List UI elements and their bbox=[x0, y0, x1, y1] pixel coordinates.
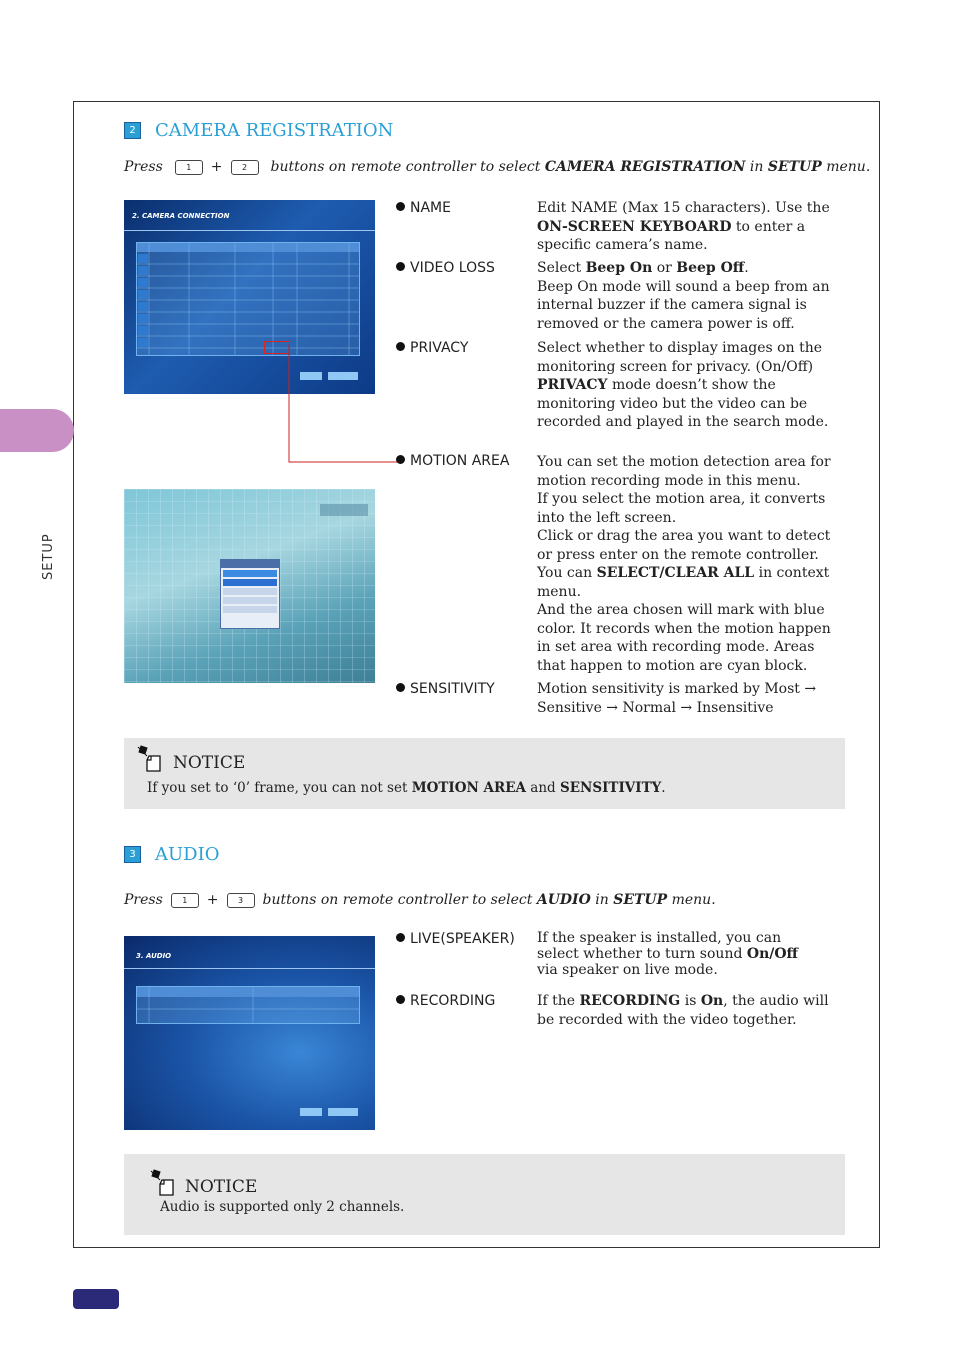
term-label: MOTION AREA bbox=[410, 453, 510, 469]
notice-text: Audio is supported only 2 channels. bbox=[160, 1199, 405, 1215]
desc-bold: Beep Off bbox=[676, 260, 745, 276]
side-label: SETUP bbox=[41, 533, 56, 580]
desc-text: And the area chosen will mark with blue color. It records when the motion happen in set area with recording mode. Areas that happen to motion are cyan block. bbox=[537, 602, 831, 674]
notice-text-part: . bbox=[661, 780, 666, 796]
audio-section-header bbox=[124, 844, 219, 865]
motion-area-screenshot bbox=[124, 489, 375, 683]
key-1: 1 bbox=[171, 893, 199, 908]
notice-bold: MOTION AREA bbox=[411, 780, 527, 796]
desc-text: Select whether to display images on the monitoring screen for privacy. (On/Off) bbox=[537, 340, 822, 375]
desc-text: You can set the motion detection area for motion recording mode in this menu. bbox=[537, 454, 831, 489]
camera-section-header bbox=[124, 120, 393, 141]
bullet-icon bbox=[396, 995, 405, 1004]
section-number-badge: 2 bbox=[124, 122, 141, 139]
screen-title: 3. AUDIO bbox=[136, 952, 172, 960]
nav-button bbox=[300, 1108, 322, 1116]
audio-table-grid bbox=[137, 987, 359, 1023]
pushpin-note-icon bbox=[148, 1168, 178, 1198]
desc-bold: RECORDING bbox=[579, 993, 681, 1009]
menu-name: SETUP bbox=[767, 159, 822, 175]
notice-bold: SENSITIVITY bbox=[559, 780, 662, 796]
desc-text: If the bbox=[537, 993, 580, 1009]
desc-text: in context menu. bbox=[537, 565, 830, 600]
desc-text: Beep On mode will sound a beep from an internal buzzer if the camera signal is removed or the camera power is off. bbox=[537, 278, 830, 332]
notice-title: NOTICE bbox=[173, 753, 246, 773]
desc-text: mode doesn’t show the monitoring video but the video can be recorded and played in the search mode. bbox=[537, 377, 829, 430]
section-title: CAMERA REGISTRATION bbox=[155, 120, 394, 141]
bullet-icon bbox=[396, 342, 405, 351]
desc-text: Select bbox=[537, 260, 586, 276]
menu-text: menu. bbox=[826, 159, 871, 175]
term-motion-area bbox=[396, 453, 509, 469]
desc-text: Motion sensitivity is marked by Most → Sensitive → Normal → Insensitive bbox=[537, 681, 817, 716]
screen-title: 2. CAMERA CONNECTION bbox=[132, 212, 230, 220]
instruction-text: buttons on remote controller to select bbox=[262, 892, 533, 908]
screen-divider bbox=[124, 230, 375, 231]
instruction-text: buttons on remote controller to select bbox=[270, 159, 541, 175]
plus-text: + bbox=[206, 892, 219, 908]
in-text: in bbox=[595, 892, 609, 908]
menu-name: SETUP bbox=[613, 892, 668, 908]
term-recording bbox=[396, 993, 495, 1009]
notice-text-part: If you set to ‘0’ frame, you can not set bbox=[147, 780, 412, 796]
term-label: SENSITIVITY bbox=[410, 681, 495, 697]
page-number-badge bbox=[73, 1289, 119, 1309]
term-label: RECORDING bbox=[410, 993, 496, 1009]
camera-table bbox=[136, 242, 360, 356]
term-name bbox=[396, 200, 451, 216]
desc-text: , the audio will be recorded with the video together. bbox=[537, 993, 829, 1028]
notice-box bbox=[124, 738, 845, 809]
bullet-icon bbox=[396, 202, 405, 211]
term-label: PRIVACY bbox=[410, 340, 469, 356]
term-privacy bbox=[396, 340, 468, 356]
section-tab bbox=[0, 409, 74, 452]
desc-text: is bbox=[680, 993, 701, 1009]
desc-privacy bbox=[537, 339, 843, 432]
desc-bold: On/Off bbox=[746, 946, 799, 962]
desc-bold: PRIVACY bbox=[537, 377, 608, 393]
desc-recording bbox=[537, 992, 837, 1029]
desc-text: If you select the motion area, it converts into the left screen. bbox=[537, 491, 826, 526]
desc-sensitivity bbox=[537, 680, 843, 717]
desc-bold: ON-SCREEN KEYBOARD bbox=[537, 218, 732, 235]
menu-target: AUDIO bbox=[536, 892, 591, 908]
camera-press-instruction bbox=[124, 159, 870, 175]
notice-box bbox=[124, 1154, 845, 1235]
context-menu bbox=[220, 559, 280, 629]
notice-text bbox=[147, 780, 666, 796]
section-title: AUDIO bbox=[155, 844, 220, 865]
plus-text: + bbox=[210, 159, 223, 175]
audio-table bbox=[136, 986, 360, 1024]
bullet-icon bbox=[396, 455, 405, 464]
in-text: in bbox=[749, 159, 764, 175]
key-2: 2 bbox=[231, 160, 259, 175]
press-text: Press bbox=[124, 892, 163, 908]
menu-text: menu. bbox=[671, 892, 716, 908]
term-label: LIVE(SPEAKER) bbox=[410, 931, 515, 947]
section-number-badge: 3 bbox=[124, 846, 141, 863]
desc-text: . bbox=[744, 260, 749, 276]
press-text: Press bbox=[124, 159, 163, 175]
bullet-icon bbox=[396, 262, 405, 271]
desc-bold: On bbox=[700, 993, 724, 1009]
close-button bbox=[328, 1108, 358, 1116]
pushpin-note-icon bbox=[135, 744, 165, 774]
key-3: 3 bbox=[227, 893, 255, 908]
audio-screenshot bbox=[124, 936, 375, 1130]
notice-text-part: and bbox=[526, 780, 560, 796]
desc-text: to enter a specific camera’s name. bbox=[537, 218, 806, 253]
audio-press-instruction bbox=[124, 892, 716, 908]
desc-text: Edit NAME (Max 15 characters). Use the bbox=[537, 200, 830, 216]
desc-video-loss bbox=[537, 259, 843, 333]
desc-motion-area bbox=[537, 453, 843, 675]
bullet-icon bbox=[396, 933, 405, 942]
desc-bold: SELECT/CLEAR ALL bbox=[596, 565, 755, 581]
term-sensitivity bbox=[396, 681, 495, 697]
desc-bold: Beep On bbox=[585, 260, 653, 276]
term-live-speaker bbox=[396, 931, 515, 947]
bullet-icon bbox=[396, 683, 405, 692]
term-label: NAME bbox=[410, 200, 451, 216]
callout-line bbox=[286, 345, 400, 467]
desc-text: via speaker on live mode. bbox=[537, 962, 718, 978]
screen-divider bbox=[124, 968, 375, 969]
desc-text: or bbox=[652, 260, 677, 276]
key-1: 1 bbox=[175, 160, 203, 175]
menu-target: CAMERA REGISTRATION bbox=[544, 159, 746, 175]
desc-text: Click or drag the area you want to detect or press enter on the remote controller. You can bbox=[537, 528, 831, 581]
term-video-loss bbox=[396, 260, 495, 276]
notice-title: NOTICE bbox=[185, 1177, 258, 1197]
camera-table-grid bbox=[137, 243, 359, 355]
term-label: VIDEO LOSS bbox=[410, 260, 495, 276]
desc-live-speaker bbox=[537, 930, 827, 978]
desc-name bbox=[537, 199, 843, 255]
desc-text: If the speaker is installed, you can select whether to turn sound bbox=[537, 930, 782, 962]
